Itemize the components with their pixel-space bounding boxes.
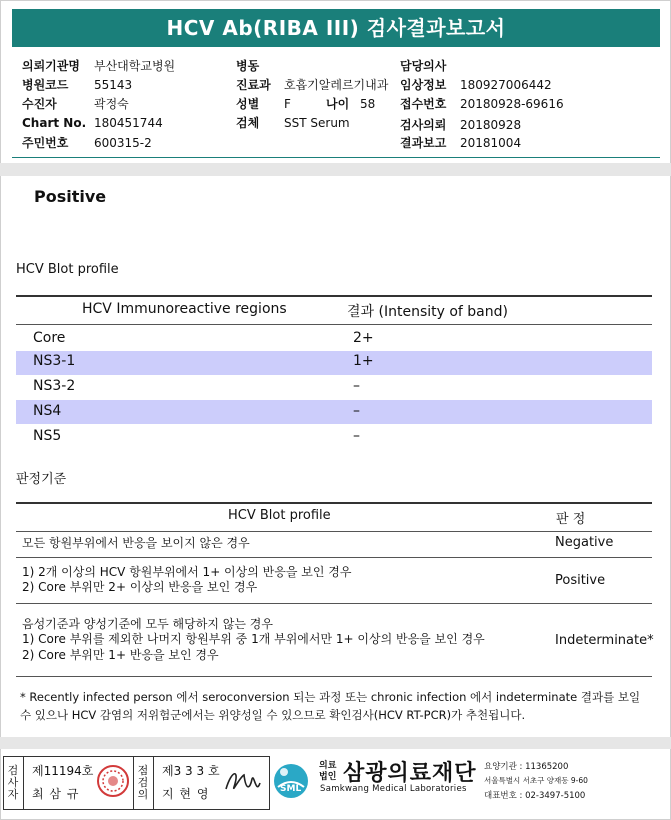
blot-row-region: Core [33, 330, 66, 346]
header-hospital-code: 병원코드 55143 [22, 78, 133, 92]
blot-row-value: – [353, 378, 360, 394]
blot-header-rule [16, 324, 652, 325]
header-clinical-info: 임상정보 180927006442 [400, 78, 552, 92]
blot-row-highlight [16, 351, 652, 375]
blot-row-region: NS5 [33, 428, 62, 444]
criteria-row-text: 2) Core 부위만 1+ 반응을 보인 경우 [22, 648, 219, 662]
blot-row-value: – [353, 403, 360, 419]
logo-text: SML [280, 784, 302, 794]
reviewer-label: 점검의 [137, 764, 149, 801]
seal-stamp-icon [96, 763, 130, 803]
org-code: 요양기관 : 11365200 [484, 762, 569, 772]
criteria-row-text: 1) Core 부위를 제외한 나머지 항원부위 중 1개 부위에서만 1+ 이상의 반응을 보인 경우 [22, 632, 485, 646]
criteria-header-rule [16, 531, 652, 532]
blot-col-result: 결과 (Intensity of band) [347, 304, 508, 320]
blot-row-value: – [353, 428, 360, 444]
org-address: 서울특별시 서초구 양재동 9-60 [484, 776, 588, 785]
blot-row-value: 2+ [353, 330, 374, 346]
criteria-judgement: Negative [555, 535, 614, 550]
signature-divider [133, 757, 134, 809]
org-english-name: Samkwang Medical Laboratories [320, 784, 467, 794]
criteria-row-text: 2) Core 부위만 2+ 이상의 반응을 보인 경우 [22, 580, 258, 594]
blot-row-value: 1+ [353, 353, 374, 369]
footnote [20, 688, 640, 724]
section-bar-bottom [0, 737, 671, 749]
blot-section-title: HCV Blot profile [16, 262, 119, 277]
reviewer-name: 지 현 영 [162, 787, 210, 801]
header-request-date: 검사의뢰 20180928 [400, 118, 522, 132]
org-prefix [319, 761, 336, 783]
handwritten-signature-icon [222, 765, 264, 801]
inspector-name: 최 삼 규 [32, 787, 80, 801]
inspector-label: 검사자 [7, 764, 19, 801]
criteria-row-text: 음성기준과 양성기준에 모두 해당하지 않는 경우 [22, 617, 273, 631]
criteria-bottom-rule [16, 676, 652, 677]
header-specimen: 검체 SST Serum [236, 116, 350, 130]
blot-table-top-rule [16, 295, 652, 297]
criteria-table-top-rule [16, 502, 652, 504]
signature-divider [23, 757, 24, 809]
report-title: HCV Ab(RIBA III) 검사결과보고서 [12, 9, 660, 47]
header-divider [12, 157, 660, 158]
header-report-date: 결과보고 20181004 [400, 136, 522, 150]
reviewer-number: 제3 3 3 호 [162, 764, 220, 778]
org-name: 삼광의료재단 [343, 761, 477, 786]
header-receipt-no: 접수번호 20180928-69616 [400, 97, 564, 111]
criteria-row-text: 모든 항원부위에서 반응을 보이지 않은 경우 [22, 536, 250, 550]
criteria-judgement: Indeterminate* [555, 633, 654, 648]
blot-col-regions: HCV Immunoreactive regions [82, 301, 287, 317]
section-bar-top [0, 163, 671, 176]
criteria-section-title: 판정기준 [16, 472, 67, 487]
blot-row-region: NS3-2 [33, 378, 76, 394]
header-patient: 수진자 곽정숙 [22, 97, 129, 111]
footnote-line: 수 있으나 HCV 감염의 저위험군에서는 위양성일 수 있으므로 확인검사(HCV RT-PCR)가 추천됩니다. [20, 708, 526, 722]
blot-row-region: NS4 [33, 403, 62, 419]
header-sex: 성별 F [236, 97, 291, 111]
header-client: 의뢰기관명 부산대학교병원 [22, 59, 176, 73]
criteria-row-rule [16, 557, 652, 558]
blot-row-region: NS3-1 [33, 353, 76, 369]
header-age: 나이 58 [326, 97, 376, 111]
criteria-row-rule [16, 603, 652, 604]
header-resident-no: 주민번호 600315-2 [22, 136, 152, 150]
blot-row-highlight [16, 400, 652, 424]
signature-divider [153, 757, 154, 809]
footnote-line: * Recently infected person 에서 seroconversion 되는 과정 또는 chronic infection 에서 indeterminate 결과를 보일 [20, 690, 641, 704]
header-ward: 병동 [236, 59, 260, 73]
criteria-col-judgement: 판 정 [556, 512, 586, 527]
org-prefix-top: 의료 [319, 761, 337, 771]
inspector-number: 제11194호 [32, 764, 94, 778]
header-chart-no: Chart No. 180451744 [22, 116, 163, 130]
criteria-judgement: Positive [555, 573, 606, 588]
header-doctor: 담당의사 [400, 59, 447, 73]
org-phone: 대표번호 : 02-3497-5100 [484, 791, 586, 801]
sml-logo-icon [272, 757, 310, 809]
org-prefix-bottom: 법인 [319, 772, 337, 782]
result-value: Positive [34, 187, 107, 206]
criteria-col-profile: HCV Blot profile [228, 508, 331, 523]
criteria-row-text: 1) 2개 이상의 HCV 항원부위에서 1+ 이상의 반응을 보인 경우 [22, 565, 352, 579]
header-department: 진료과 호흡기알레르기내과 [236, 78, 389, 92]
